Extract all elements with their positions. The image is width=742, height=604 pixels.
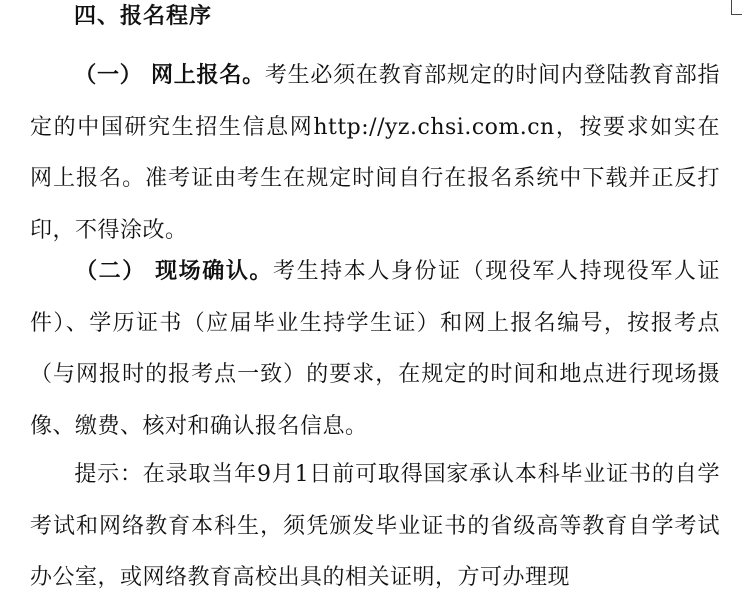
page-corner-mark [731, 0, 742, 15]
online-registration-text: 考生必须在教育部规定的时间内登陆教育部指定的中国研究生招生信息网http://yz.chsi.com.cn，按要求如实在网上报名。准考证由考生在规定时间自行在报名系统中下载并正反打印，不得涂改。 [30, 63, 720, 243]
onsite-confirmation-paragraph [30, 246, 720, 452]
tip-paragraph [30, 449, 720, 604]
tip-text: 提示：在录取当年9月1日前可取得国家承认本科毕业证书的自学考试和网络教育本科生，须凭颁发毕业证书的省级高等教育自学考试办公室，或网络教育高校出具的相关证明，方可办理现 [30, 462, 720, 590]
section-heading: 四、报名程序 [74, 4, 213, 29]
onsite-confirmation-text: 考生持本人身份证（现役军人持现役军人证件）、学历证书（应届毕业生持学生证）和网上报名编号，按报考点（与网报时的报考点一致）的要求，在规定的时间和地点进行现场摄像、缴费、核对和确认报名信息。 [30, 259, 720, 439]
onsite-confirmation-label: （二） 现场确认。 [74, 259, 273, 284]
online-registration-paragraph [30, 50, 720, 256]
online-registration-label: （一） 网上报名。 [74, 63, 265, 88]
